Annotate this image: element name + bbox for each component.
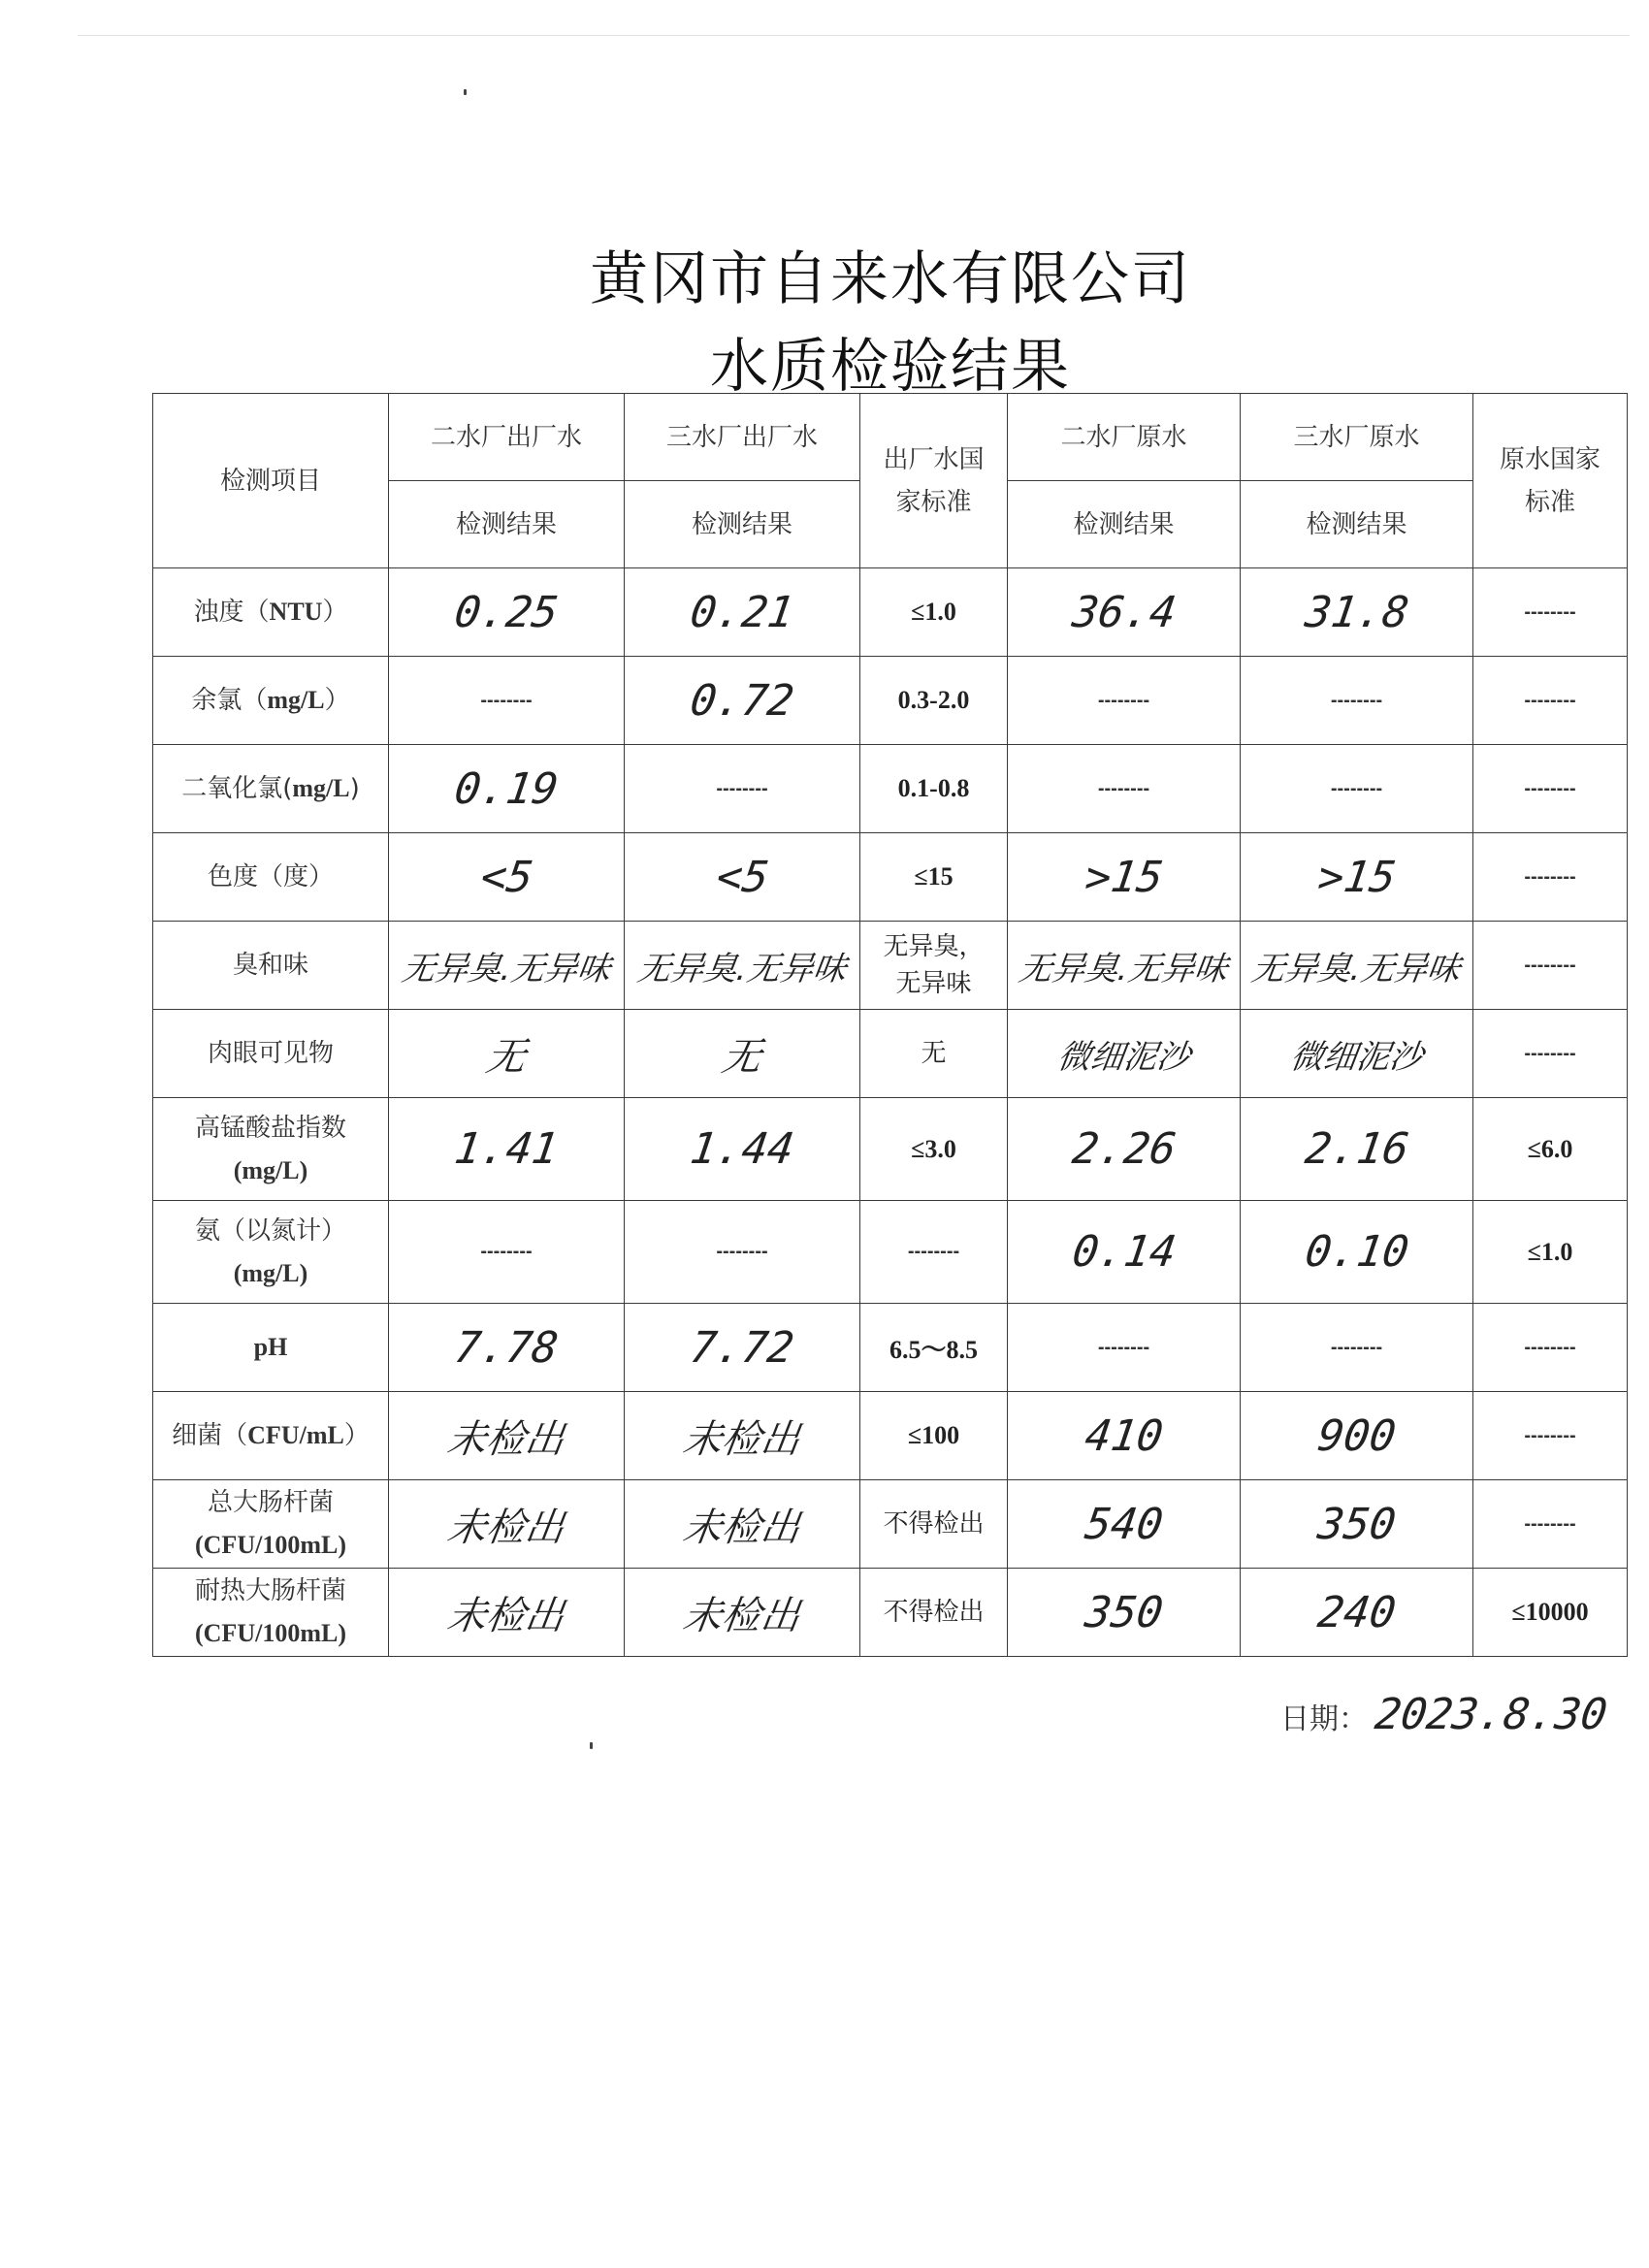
cell-plant3-outlet: <5 xyxy=(625,833,860,922)
water-quality-table xyxy=(152,393,1628,1657)
cell-plant3-outlet: 未检出 xyxy=(625,1392,860,1480)
cell-outlet-standard: 不得检出 xyxy=(860,1569,1008,1657)
cell-outlet-standard: 无 xyxy=(860,1010,1008,1098)
cell-outlet-standard: ≤100 xyxy=(860,1392,1008,1480)
cell-plant2-raw: 微细泥沙 xyxy=(1008,1010,1241,1098)
cell-raw-standard: -------- xyxy=(1473,922,1628,1010)
date-label: 日期： xyxy=(1280,1702,1368,1736)
header-outlet-standard: 出厂水国 家标准 xyxy=(860,394,1008,568)
cell-plant2-raw: 410 xyxy=(1008,1392,1241,1480)
item-permanganate-index: 高锰酸盐指数 (mg/L) xyxy=(153,1098,389,1201)
cell-outlet-standard: ≤1.0 xyxy=(860,568,1008,657)
table-row xyxy=(153,1201,1628,1304)
cell-plant2-outlet: 7.78 xyxy=(389,1304,625,1392)
cell-plant2-outlet: -------- xyxy=(389,1201,625,1304)
item-turbidity: 浊度（NTU） xyxy=(153,568,389,657)
item-ammonia: 氨（以氮计） (mg/L) xyxy=(153,1201,389,1304)
cell-plant3-raw: -------- xyxy=(1241,1304,1473,1392)
cell-plant3-outlet: 无 xyxy=(625,1010,860,1098)
header-plant2-outlet: 二水厂出厂水 xyxy=(389,394,625,481)
table-row xyxy=(153,745,1628,833)
item-residual-chlorine: 余氯（mg/L） xyxy=(153,657,389,745)
cell-outlet-standard: 不得检出 xyxy=(860,1480,1008,1569)
cell-plant2-outlet: -------- xyxy=(389,657,625,745)
cell-plant2-outlet: 未检出 xyxy=(389,1392,625,1480)
cell-raw-standard: -------- xyxy=(1473,1010,1628,1098)
cell-plant2-raw: 2.26 xyxy=(1008,1098,1241,1201)
scan-speck xyxy=(464,89,467,95)
header-plant2-raw: 二水厂原水 xyxy=(1008,394,1241,481)
cell-plant2-outlet: 0.19 xyxy=(389,745,625,833)
item-ph: pH xyxy=(153,1304,389,1392)
cell-plant3-outlet: -------- xyxy=(625,745,860,833)
table-row xyxy=(153,657,1628,745)
cell-plant2-outlet: 1.41 xyxy=(389,1098,625,1201)
table-row xyxy=(153,1569,1628,1657)
header-plant3-outlet: 三水厂出厂水 xyxy=(625,394,860,481)
cell-plant3-raw: 240 xyxy=(1241,1569,1473,1657)
cell-plant2-raw: 540 xyxy=(1008,1480,1241,1569)
cell-outlet-standard: -------- xyxy=(860,1201,1008,1304)
cell-plant3-raw: -------- xyxy=(1241,745,1473,833)
cell-plant2-outlet: 未检出 xyxy=(389,1569,625,1657)
scan-edge-line xyxy=(78,35,1630,36)
cell-outlet-standard: 0.3-2.0 xyxy=(860,657,1008,745)
cell-plant3-outlet: 7.72 xyxy=(625,1304,860,1392)
report-date xyxy=(1280,1690,1611,1739)
cell-plant2-outlet: 未检出 xyxy=(389,1480,625,1569)
cell-plant3-raw: >15 xyxy=(1241,833,1473,922)
cell-plant3-raw: 2.16 xyxy=(1241,1098,1473,1201)
cell-raw-standard: -------- xyxy=(1473,1392,1628,1480)
cell-outlet-standard: ≤15 xyxy=(860,833,1008,922)
item-color: 色度（度） xyxy=(153,833,389,922)
cell-raw-standard: ≤10000 xyxy=(1473,1569,1628,1657)
table-row xyxy=(153,1010,1628,1098)
cell-plant2-raw: 无异臭.无异味 xyxy=(1008,922,1241,1010)
item-total-coliforms: 总大肠杆菌 (CFU/100mL) xyxy=(153,1480,389,1569)
company-title: 黄冈市自来水有限公司 xyxy=(590,245,1191,313)
cell-plant2-raw: 0.14 xyxy=(1008,1201,1241,1304)
cell-plant2-raw: >15 xyxy=(1008,833,1241,922)
cell-plant2-raw: 36.4 xyxy=(1008,568,1241,657)
cell-plant2-raw: -------- xyxy=(1008,745,1241,833)
cell-plant3-outlet: 0.21 xyxy=(625,568,860,657)
item-visible-matter: 肉眼可见物 xyxy=(153,1010,389,1098)
table-row xyxy=(153,568,1628,657)
cell-plant2-raw: 350 xyxy=(1008,1569,1241,1657)
header-row xyxy=(153,394,1628,481)
cell-raw-standard: ≤1.0 xyxy=(1473,1201,1628,1304)
cell-plant3-outlet: 1.44 xyxy=(625,1098,860,1201)
item-bacteria: 细菌（CFU/mL） xyxy=(153,1392,389,1480)
cell-plant2-outlet: <5 xyxy=(389,833,625,922)
cell-raw-standard: -------- xyxy=(1473,1304,1628,1392)
cell-outlet-standard: 0.1-0.8 xyxy=(860,745,1008,833)
item-thermotolerant-coliforms: 耐热大肠杆菌 (CFU/100mL) xyxy=(153,1569,389,1657)
report-title: 水质检验结果 xyxy=(710,333,1071,401)
table-row xyxy=(153,1392,1628,1480)
cell-raw-standard: -------- xyxy=(1473,657,1628,745)
table-row xyxy=(153,1098,1628,1201)
item-odor-taste: 臭和味 xyxy=(153,922,389,1010)
cell-plant3-outlet: 无异臭.无异味 xyxy=(625,922,860,1010)
cell-outlet-standard: ≤3.0 xyxy=(860,1098,1008,1201)
scan-speck xyxy=(590,1742,593,1749)
date-value: 2023.8.30 xyxy=(1372,1690,1611,1739)
cell-plant3-raw: 无异臭.无异味 xyxy=(1241,922,1473,1010)
table-row xyxy=(153,833,1628,922)
cell-plant3-raw: 0.10 xyxy=(1241,1201,1473,1304)
subheader-result: 检测结果 xyxy=(1241,481,1473,568)
cell-plant3-raw: 900 xyxy=(1241,1392,1473,1480)
cell-raw-standard: -------- xyxy=(1473,745,1628,833)
header-raw-standard: 原水国家 标准 xyxy=(1473,394,1628,568)
cell-plant2-raw: -------- xyxy=(1008,657,1241,745)
cell-raw-standard: -------- xyxy=(1473,568,1628,657)
cell-raw-standard: -------- xyxy=(1473,833,1628,922)
item-chlorine-dioxide: 二氧化氯(mg/L) xyxy=(153,745,389,833)
cell-plant2-raw: -------- xyxy=(1008,1304,1241,1392)
cell-plant3-outlet: 未检出 xyxy=(625,1569,860,1657)
cell-outlet-standard: 6.5～8.5 xyxy=(860,1304,1008,1392)
header-item: 检测项目 xyxy=(153,394,389,568)
cell-plant2-outlet: 无异臭.无异味 xyxy=(389,922,625,1010)
cell-plant2-outlet: 无 xyxy=(389,1010,625,1098)
subheader-result: 检测结果 xyxy=(625,481,860,568)
table-row xyxy=(153,1304,1628,1392)
table-row xyxy=(153,922,1628,1010)
cell-plant3-raw: -------- xyxy=(1241,657,1473,745)
subheader-result: 检测结果 xyxy=(389,481,625,568)
cell-plant3-outlet: 未检出 xyxy=(625,1480,860,1569)
cell-raw-standard: ≤6.0 xyxy=(1473,1098,1628,1201)
cell-plant3-raw: 350 xyxy=(1241,1480,1473,1569)
cell-raw-standard: -------- xyxy=(1473,1480,1628,1569)
cell-outlet-standard: 无异臭， 无异味 xyxy=(860,922,1008,1010)
cell-plant3-raw: 31.8 xyxy=(1241,568,1473,657)
table-row xyxy=(153,1480,1628,1569)
subheader-result: 检测结果 xyxy=(1008,481,1241,568)
cell-plant3-outlet: -------- xyxy=(625,1201,860,1304)
cell-plant3-outlet: 0.72 xyxy=(625,657,860,745)
cell-plant2-outlet: 0.25 xyxy=(389,568,625,657)
cell-plant3-raw: 微细泥沙 xyxy=(1241,1010,1473,1098)
header-plant3-raw: 三水厂原水 xyxy=(1241,394,1473,481)
